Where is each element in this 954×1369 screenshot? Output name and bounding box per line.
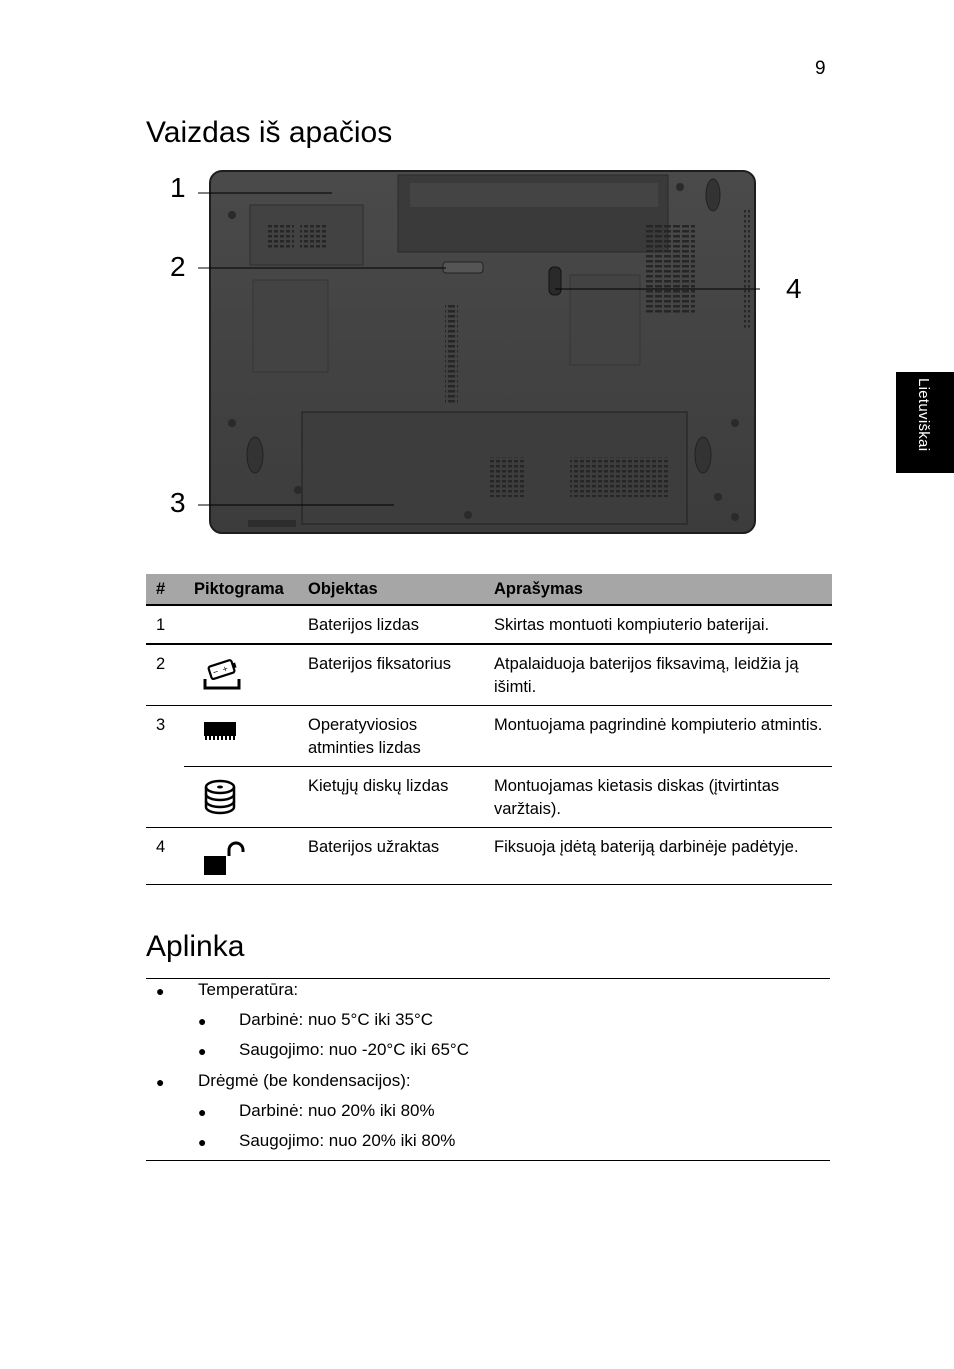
bullet-icon: ● — [156, 1074, 165, 1090]
row-icon-cell — [184, 828, 298, 885]
row-description: Montuojama pagrindinė kompiuterio atmintis. — [484, 706, 832, 767]
row-number: 3 — [146, 706, 184, 828]
unlock-icon — [202, 840, 246, 878]
row-icon-cell — [184, 767, 298, 828]
list-item-humidity-storage: Saugojimo: nuo 20% iki 80% — [239, 1131, 456, 1150]
svg-text:−: − — [211, 666, 220, 678]
row-description: Skirtas montuoti kompiuterio baterijai. — [484, 605, 832, 644]
language-tab-label: Lietuviškai — [915, 378, 932, 452]
table-row — [146, 605, 832, 644]
table-row — [146, 706, 832, 767]
row-object: Baterijos fiksatorius — [298, 644, 484, 706]
battery-release-icon — [202, 657, 242, 691]
row-number: 1 — [146, 605, 184, 644]
col-header-number: # — [146, 574, 184, 605]
row-object: Kietųjų diskų lizdas — [298, 767, 484, 828]
col-header-object: Objektas — [298, 574, 484, 605]
table-row — [146, 828, 832, 885]
row-icon-cell — [184, 605, 298, 644]
list-item-temperature-storage: Saugojimo: nuo -20°C iki 65°C — [239, 1040, 469, 1059]
col-header-icon: Piktograma — [184, 574, 298, 605]
row-description: Fiksuoja įdėtą bateriją darbinėje padėtyje. — [484, 828, 832, 885]
row-object: Baterijos užraktas — [298, 828, 484, 885]
page-number: 9 — [815, 58, 826, 79]
table-header-row — [146, 574, 832, 605]
components-table — [146, 574, 832, 885]
bullet-icon: ● — [198, 1134, 207, 1150]
svg-text:+: + — [221, 663, 230, 675]
row-description: Atpalaiduoja baterijos fiksavimą, leidžia ją išimti. — [484, 644, 832, 706]
list-item-humidity-operating: Darbinė: nuo 20% iki 80% — [239, 1101, 435, 1120]
hard-disk-icon — [202, 779, 238, 817]
list-item-temperature: Temperatūra: — [198, 980, 299, 999]
laptop-bottom-view-image — [160, 165, 760, 537]
bullet-icon: ● — [198, 1104, 207, 1120]
row-number: 2 — [146, 644, 184, 706]
bullet-icon: ● — [156, 983, 165, 999]
row-icon-cell — [184, 644, 298, 706]
callout-1: 1 — [170, 172, 186, 203]
table-row — [146, 644, 832, 706]
bullet-icon: ● — [198, 1013, 207, 1029]
callout-3: 3 — [170, 487, 186, 518]
table-row — [146, 767, 832, 828]
callout-4: 4 — [786, 273, 802, 304]
section-title-environment: Aplinka — [146, 930, 245, 963]
col-header-description: Aprašymas — [484, 574, 832, 605]
page-title: Vaizdas iš apačios — [146, 116, 393, 149]
row-description: Montuojamas kietasis diskas (įtvirtintas varžtais). — [484, 767, 832, 828]
list-item-humidity: Drėgmė (be kondensacijos): — [198, 1071, 411, 1090]
section-top-rule — [146, 978, 830, 979]
row-object: Operatyviosios atminties lizdas — [298, 706, 484, 767]
callout-2: 2 — [170, 251, 186, 282]
section-bottom-rule — [146, 1160, 830, 1161]
row-number: 4 — [146, 828, 184, 885]
row-icon-cell — [184, 706, 298, 767]
bullet-icon: ● — [198, 1043, 207, 1059]
language-tab — [896, 372, 954, 473]
row-object: Baterijos lizdas — [298, 605, 484, 644]
list-item-temperature-operating: Darbinė: nuo 5°C iki 35°C — [239, 1010, 434, 1029]
memory-icon — [202, 718, 238, 742]
